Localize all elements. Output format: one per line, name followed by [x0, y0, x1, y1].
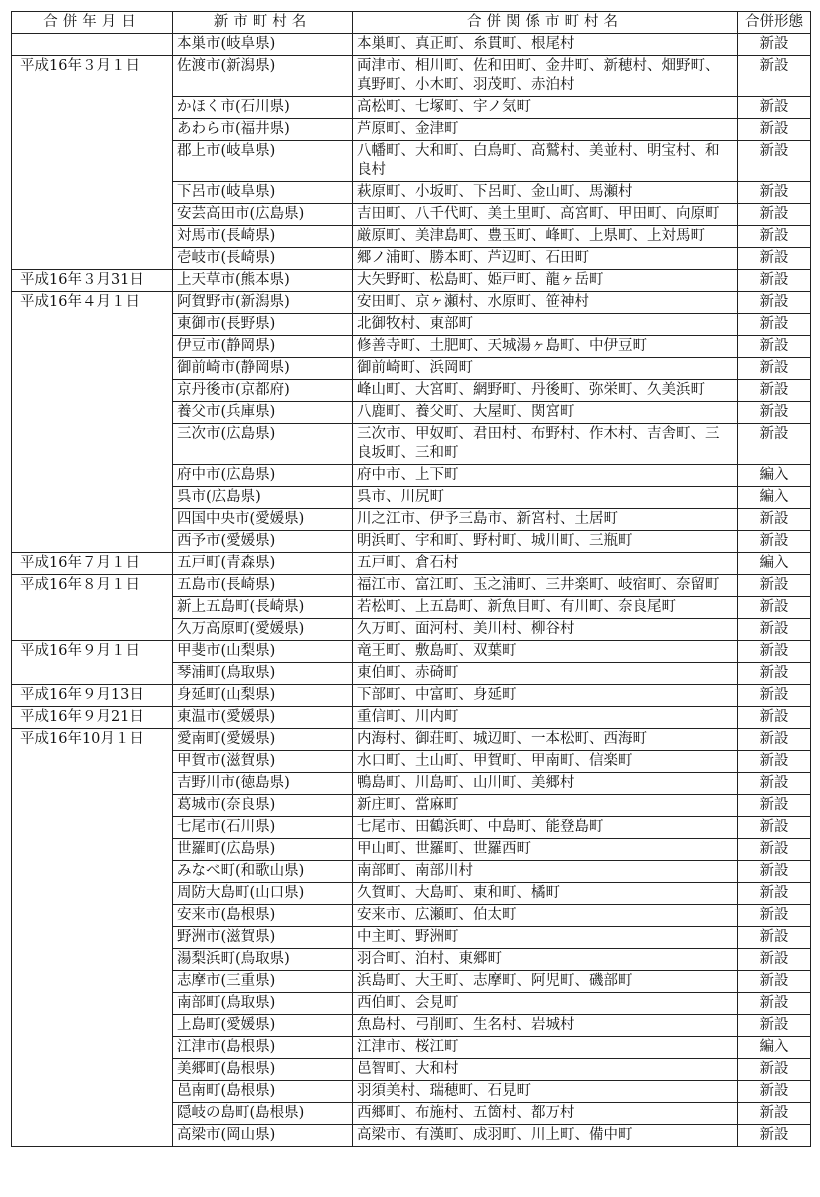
- form-cell: 新設: [738, 509, 811, 531]
- related-cell: 郷ノ浦町、勝本町、芦辺町、石田町: [353, 248, 738, 270]
- table-row: [12, 927, 811, 949]
- related-cell: 八鹿町、養父町、大屋町、関宮町: [353, 402, 738, 424]
- form-cell: 新設: [738, 883, 811, 905]
- form-cell: 新設: [738, 1081, 811, 1103]
- related-cell: 南部町、南部川村: [353, 861, 738, 883]
- form-cell: 新設: [738, 751, 811, 773]
- table-row: [12, 226, 811, 248]
- table-row: [12, 707, 811, 729]
- table-row: [12, 1059, 811, 1081]
- form-cell: 編入: [738, 553, 811, 575]
- date-cell: [12, 971, 173, 993]
- new-name-cell: みなべ町(和歌山県): [173, 861, 353, 883]
- date-cell: [12, 597, 173, 619]
- new-name-cell: 下呂市(岐阜県): [173, 182, 353, 204]
- table-row: [12, 402, 811, 424]
- new-name-cell: 高梁市(岡山県): [173, 1125, 353, 1147]
- new-name-cell: 西予市(愛媛県): [173, 531, 353, 553]
- form-cell: 編入: [738, 487, 811, 509]
- form-cell: 編入: [738, 465, 811, 487]
- date-cell: [12, 1059, 173, 1081]
- related-cell: 羽須美村、瑞穂町、石見町: [353, 1081, 738, 1103]
- form-cell: 新設: [738, 905, 811, 927]
- date-cell: [12, 795, 173, 817]
- table-row: [12, 619, 811, 641]
- new-name-cell: 阿賀野市(新潟県): [173, 292, 353, 314]
- new-name-cell: 上島町(愛媛県): [173, 1015, 353, 1037]
- date-cell: [12, 402, 173, 424]
- new-name-cell: 甲賀市(滋賀県): [173, 751, 353, 773]
- new-name-cell: 愛南町(愛媛県): [173, 729, 353, 751]
- date-cell: [12, 34, 173, 56]
- table-row: [12, 971, 811, 993]
- table-row: [12, 182, 811, 204]
- table-row: [12, 509, 811, 531]
- related-cell: 水口町、土山町、甲賀町、甲南町、信楽町: [353, 751, 738, 773]
- related-cell: 西郷町、布施村、五箇村、都万村: [353, 1103, 738, 1125]
- new-name-cell: 壱岐市(長崎県): [173, 248, 353, 270]
- date-cell: [12, 487, 173, 509]
- date-cell: [12, 927, 173, 949]
- related-cell: 魚島村、弓削町、生名村、岩城村: [353, 1015, 738, 1037]
- form-cell: 新設: [738, 314, 811, 336]
- new-name-cell: 三次市(広島県): [173, 424, 353, 465]
- related-cell: 竜王町、敷島町、双葉町: [353, 641, 738, 663]
- related-cell: 羽合町、泊村、東郷町: [353, 949, 738, 971]
- date-cell: [12, 465, 173, 487]
- new-name-cell: 対馬市(長崎県): [173, 226, 353, 248]
- table-row: [12, 97, 811, 119]
- form-cell: 新設: [738, 707, 811, 729]
- form-cell: 新設: [738, 34, 811, 56]
- date-cell: [12, 314, 173, 336]
- new-name-cell: 安芸高田市(広島県): [173, 204, 353, 226]
- form-cell: 新設: [738, 641, 811, 663]
- related-cell: 新庄町、當麻町: [353, 795, 738, 817]
- new-name-cell: 久万高原町(愛媛県): [173, 619, 353, 641]
- table-row: [12, 751, 811, 773]
- related-cell: 江津市、桜江町: [353, 1037, 738, 1059]
- date-cell: [12, 509, 173, 531]
- form-cell: 新設: [738, 575, 811, 597]
- related-cell: 明浜町、宇和町、野村町、城川町、三瓶町: [353, 531, 738, 553]
- related-cell: 鴨島町、川島町、山川町、美郷村: [353, 773, 738, 795]
- related-cell: 中主町、野洲町: [353, 927, 738, 949]
- date-cell: [12, 380, 173, 402]
- related-cell: 安田町、京ヶ瀬村、水原町、笹神村: [353, 292, 738, 314]
- related-cell: 東伯町、赤碕町: [353, 663, 738, 685]
- new-name-cell: 七尾市(石川県): [173, 817, 353, 839]
- related-cell: 呉市、川尻町: [353, 487, 738, 509]
- table-body: [12, 34, 811, 1147]
- table-row: [12, 292, 811, 314]
- form-cell: 新設: [738, 949, 811, 971]
- new-name-cell: 邑南町(島根県): [173, 1081, 353, 1103]
- related-cell: 本巣町、真正町、糸貫町、根尾村: [353, 34, 738, 56]
- date-cell: [12, 204, 173, 226]
- new-name-cell: 本巣市(岐阜県): [173, 34, 353, 56]
- new-name-cell: 美郷町(島根県): [173, 1059, 353, 1081]
- table-row: [12, 141, 811, 182]
- related-cell: 重信町、川内町: [353, 707, 738, 729]
- new-name-cell: かほく市(石川県): [173, 97, 353, 119]
- new-name-cell: 御前崎市(静岡県): [173, 358, 353, 380]
- form-cell: 新設: [738, 119, 811, 141]
- new-name-cell: 府中市(広島県): [173, 465, 353, 487]
- related-cell: 七尾市、田鶴浜町、中島町、能登島町: [353, 817, 738, 839]
- table-row: [12, 597, 811, 619]
- form-cell: 新設: [738, 663, 811, 685]
- date-cell: [12, 1037, 173, 1059]
- related-cell: 安来市、広瀬町、伯太町: [353, 905, 738, 927]
- date-cell: [12, 663, 173, 685]
- header-form: 合併形態: [738, 12, 811, 34]
- related-cell: 五戸町、倉石村: [353, 553, 738, 575]
- date-cell: 平成16年８月１日: [12, 575, 173, 597]
- table-row: [12, 487, 811, 509]
- related-cell: 浜島町、大王町、志摩町、阿児町、磯部町: [353, 971, 738, 993]
- new-name-cell: 野洲市(滋賀県): [173, 927, 353, 949]
- new-name-cell: 東温市(愛媛県): [173, 707, 353, 729]
- new-name-cell: 身延町(山梨県): [173, 685, 353, 707]
- form-cell: 新設: [738, 795, 811, 817]
- date-cell: [12, 1015, 173, 1037]
- new-name-cell: 東御市(長野県): [173, 314, 353, 336]
- form-cell: 新設: [738, 336, 811, 358]
- table-row: [12, 248, 811, 270]
- date-cell: [12, 839, 173, 861]
- related-cell: 川之江市、伊予三島市、新宮村、土居町: [353, 509, 738, 531]
- form-cell: 新設: [738, 270, 811, 292]
- table-row: [12, 685, 811, 707]
- related-cell: 萩原町、小坂町、下呂町、金山町、馬瀬村: [353, 182, 738, 204]
- header-row: [12, 12, 811, 34]
- date-cell: [12, 773, 173, 795]
- form-cell: 新設: [738, 729, 811, 751]
- table-row: [12, 34, 811, 56]
- date-cell: 平成16年９月21日: [12, 707, 173, 729]
- new-name-cell: 呉市(広島県): [173, 487, 353, 509]
- new-name-cell: 郡上市(岐阜県): [173, 141, 353, 182]
- new-name-cell: 南部町(鳥取県): [173, 993, 353, 1015]
- related-cell: 御前崎町、浜岡町: [353, 358, 738, 380]
- date-cell: 平成16年７月１日: [12, 553, 173, 575]
- form-cell: 新設: [738, 927, 811, 949]
- table-row: [12, 1037, 811, 1059]
- table-row: [12, 380, 811, 402]
- new-name-cell: 新上五島町(長崎県): [173, 597, 353, 619]
- form-cell: 新設: [738, 248, 811, 270]
- new-name-cell: 隠岐の島町(島根県): [173, 1103, 353, 1125]
- related-cell: 修善寺町、土肥町、天城湯ヶ島町、中伊豆町: [353, 336, 738, 358]
- new-name-cell: 佐渡市(新潟県): [173, 56, 353, 97]
- new-name-cell: 伊豆市(静岡県): [173, 336, 353, 358]
- form-cell: 新設: [738, 839, 811, 861]
- table-row: [12, 553, 811, 575]
- form-cell: 新設: [738, 1125, 811, 1147]
- table-row: [12, 1103, 811, 1125]
- new-name-cell: 周防大島町(山口県): [173, 883, 353, 905]
- table-row: [12, 641, 811, 663]
- new-name-cell: あわら市(福井県): [173, 119, 353, 141]
- related-cell: 甲山町、世羅町、世羅西町: [353, 839, 738, 861]
- date-cell: [12, 1103, 173, 1125]
- date-cell: [12, 248, 173, 270]
- related-cell: 吉田町、八千代町、美土里町、高宮町、甲田町、向原町: [353, 204, 738, 226]
- table-row: [12, 1081, 811, 1103]
- date-cell: 平成16年４月１日: [12, 292, 173, 314]
- new-name-cell: 世羅町(広島県): [173, 839, 353, 861]
- table-row: [12, 993, 811, 1015]
- form-cell: 新設: [738, 993, 811, 1015]
- form-cell: 編入: [738, 1037, 811, 1059]
- related-cell: 厳原町、美津島町、豊玉町、峰町、上県町、上対馬町: [353, 226, 738, 248]
- form-cell: 新設: [738, 1059, 811, 1081]
- table-row: [12, 949, 811, 971]
- date-cell: 平成16年９月13日: [12, 685, 173, 707]
- related-cell: 邑智町、大和村: [353, 1059, 738, 1081]
- date-cell: [12, 141, 173, 182]
- date-cell: [12, 358, 173, 380]
- merger-table: [11, 11, 811, 1147]
- date-cell: [12, 1125, 173, 1147]
- new-name-cell: 安来市(島根県): [173, 905, 353, 927]
- table-row: [12, 270, 811, 292]
- new-name-cell: 吉野川市(徳島県): [173, 773, 353, 795]
- form-cell: 新設: [738, 358, 811, 380]
- form-cell: 新設: [738, 402, 811, 424]
- date-cell: 平成16年３月31日: [12, 270, 173, 292]
- form-cell: 新設: [738, 226, 811, 248]
- table-row: [12, 1015, 811, 1037]
- form-cell: 新設: [738, 773, 811, 795]
- related-cell: 高松町、七塚町、宇ノ気町: [353, 97, 738, 119]
- form-cell: 新設: [738, 182, 811, 204]
- related-cell: 高梁市、有漢町、成羽町、川上町、備中町: [353, 1125, 738, 1147]
- related-cell: 福江市、富江町、玉之浦町、三井楽町、岐宿町、奈留町: [353, 575, 738, 597]
- date-cell: [12, 861, 173, 883]
- table-row: [12, 1125, 811, 1147]
- form-cell: 新設: [738, 531, 811, 553]
- new-name-cell: 江津市(島根県): [173, 1037, 353, 1059]
- related-cell: 内海村、御荘町、城辺町、一本松町、西海町: [353, 729, 738, 751]
- related-cell: 久賀町、大島町、東和町、橘町: [353, 883, 738, 905]
- date-cell: [12, 182, 173, 204]
- table-row: [12, 119, 811, 141]
- related-cell: 両津市、相川町、佐和田町、金井町、新穂村、畑野町、真野町、小木町、羽茂町、赤泊村: [353, 56, 738, 97]
- form-cell: 新設: [738, 141, 811, 182]
- new-name-cell: 京丹後市(京都府): [173, 380, 353, 402]
- new-name-cell: 湯梨浜町(鳥取県): [173, 949, 353, 971]
- form-cell: 新設: [738, 56, 811, 97]
- related-cell: 西伯町、会見町: [353, 993, 738, 1015]
- related-cell: 八幡町、大和町、白鳥町、高鷲村、美並村、明宝村、和良村: [353, 141, 738, 182]
- date-cell: 平成16年９月１日: [12, 641, 173, 663]
- form-cell: 新設: [738, 817, 811, 839]
- table-row: [12, 531, 811, 553]
- date-cell: [12, 226, 173, 248]
- new-name-cell: 上天草市(熊本県): [173, 270, 353, 292]
- new-name-cell: 五島市(長崎県): [173, 575, 353, 597]
- date-cell: [12, 751, 173, 773]
- table-row: [12, 905, 811, 927]
- table-row: [12, 861, 811, 883]
- date-cell: [12, 993, 173, 1015]
- related-cell: 芦原町、金津町: [353, 119, 738, 141]
- table-row: [12, 773, 811, 795]
- form-cell: 新設: [738, 685, 811, 707]
- related-cell: 峰山町、大宮町、網野町、丹後町、弥栄町、久美浜町: [353, 380, 738, 402]
- form-cell: 新設: [738, 1015, 811, 1037]
- table-row: [12, 56, 811, 97]
- related-cell: 若松町、上五島町、新魚目町、有川町、奈良尾町: [353, 597, 738, 619]
- form-cell: 新設: [738, 97, 811, 119]
- date-cell: [12, 817, 173, 839]
- table-row: [12, 358, 811, 380]
- date-cell: 平成16年３月１日: [12, 56, 173, 97]
- header-related: 合併関係市町村名: [353, 12, 738, 34]
- form-cell: 新設: [738, 292, 811, 314]
- new-name-cell: 甲斐市(山梨県): [173, 641, 353, 663]
- new-name-cell: 琴浦町(鳥取県): [173, 663, 353, 685]
- table-row: [12, 839, 811, 861]
- date-cell: [12, 619, 173, 641]
- date-cell: 平成16年10月１日: [12, 729, 173, 751]
- new-name-cell: 四国中央市(愛媛県): [173, 509, 353, 531]
- table-row: [12, 883, 811, 905]
- related-cell: 下部町、中富町、身延町: [353, 685, 738, 707]
- form-cell: 新設: [738, 971, 811, 993]
- date-cell: [12, 119, 173, 141]
- new-name-cell: 五戸町(青森県): [173, 553, 353, 575]
- date-cell: [12, 883, 173, 905]
- related-cell: 府中市、上下町: [353, 465, 738, 487]
- table-row: [12, 795, 811, 817]
- date-cell: [12, 949, 173, 971]
- date-cell: [12, 1081, 173, 1103]
- table-row: [12, 465, 811, 487]
- form-cell: 新設: [738, 380, 811, 402]
- form-cell: 新設: [738, 1103, 811, 1125]
- header-new-name: 新市町村名: [173, 12, 353, 34]
- table-row: [12, 314, 811, 336]
- related-cell: 北御牧村、東部町: [353, 314, 738, 336]
- date-cell: [12, 905, 173, 927]
- date-cell: [12, 424, 173, 465]
- form-cell: 新設: [738, 204, 811, 226]
- date-cell: [12, 97, 173, 119]
- table-row: [12, 817, 811, 839]
- table-row: [12, 729, 811, 751]
- form-cell: 新設: [738, 619, 811, 641]
- new-name-cell: 葛城市(奈良県): [173, 795, 353, 817]
- table-row: [12, 663, 811, 685]
- related-cell: 三次市、甲奴町、君田村、布野村、作木村、吉舎町、三良坂町、三和町: [353, 424, 738, 465]
- form-cell: 新設: [738, 597, 811, 619]
- table-row: [12, 575, 811, 597]
- new-name-cell: 養父市(兵庫県): [173, 402, 353, 424]
- form-cell: 新設: [738, 861, 811, 883]
- table-row: [12, 204, 811, 226]
- related-cell: 久万町、面河村、美川村、柳谷村: [353, 619, 738, 641]
- date-cell: [12, 336, 173, 358]
- form-cell: 新設: [738, 424, 811, 465]
- new-name-cell: 志摩市(三重県): [173, 971, 353, 993]
- header-date: 合併年月日: [12, 12, 173, 34]
- table-row: [12, 424, 811, 465]
- table-row: [12, 336, 811, 358]
- related-cell: 大矢野町、松島町、姫戸町、龍ヶ岳町: [353, 270, 738, 292]
- date-cell: [12, 531, 173, 553]
